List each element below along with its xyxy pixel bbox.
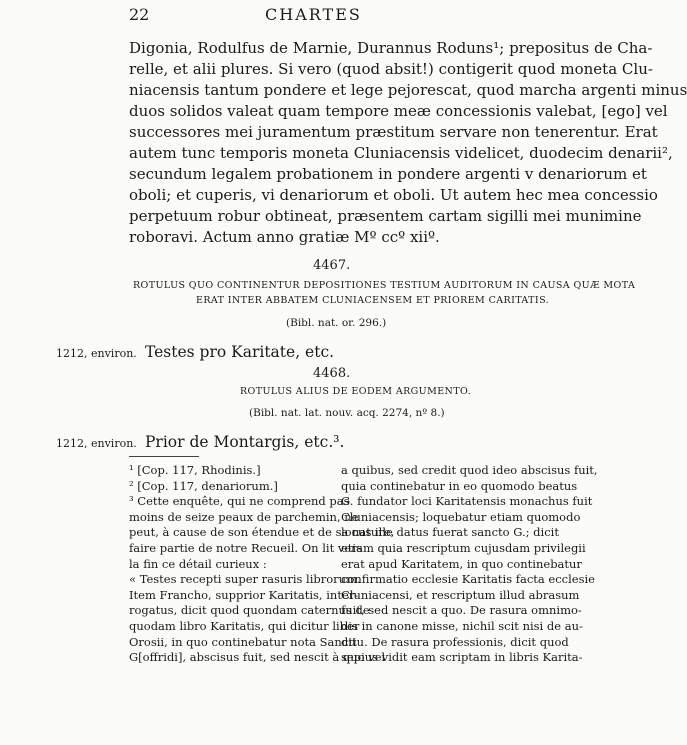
text-line: relle, et alii plures. Si vero (quod absit!) contigerit quod moneta Clu-: [129, 60, 653, 78]
footnote-line: ¹ [Cop. 117, Rhodinis.]: [129, 463, 261, 477]
footnotes-right-column: [341, 463, 598, 666]
footnote-line: Orosii, in quo continebatur nota Sancti: [129, 634, 357, 649]
footnote-line: quia continebatur in eo quomodo beatus: [341, 478, 578, 493]
charter-continuation: [129, 38, 687, 248]
margin-date: 1212, environ.: [56, 347, 137, 360]
text-line: autem tunc temporis moneta Cluniacensis videlicet, duodecim denarii²,: [129, 144, 673, 162]
document-title-line: ERAT INTER ABBATEM CLUNIACENSEM ET PRIOREM CARITATIS.: [196, 295, 550, 306]
footnote-line: ³ Cette enquête, qui ne comprend pas: [129, 494, 350, 509]
footnote-line: ² [Cop. 117, denariorum.]: [129, 478, 278, 493]
footnote-line: dis in canone misse, nichil scit nisi de au-: [341, 618, 583, 633]
footnote-line: quodam libro Karitatis, qui dicitur liber: [129, 618, 360, 633]
text-line: successores mei juramentum præstitum servare non tenerentur. Erat: [129, 123, 658, 141]
document-number: 4468.: [313, 366, 351, 381]
document-number: 4467.: [313, 258, 351, 273]
footnote-line: peut, à cause de son étendue et de sa nature,: [129, 525, 395, 540]
footnote-line: ditu. De rasura professionis, dicit quod: [341, 634, 569, 649]
footnote-line: « Testes recepti super rasuris librorum.: [129, 572, 361, 587]
running-title: CHARTES: [265, 5, 362, 24]
text-line: secundum legalem probationem in pondere argenti v denariorum et: [129, 165, 647, 183]
source-reference: (Bibl. nat. or. 296.): [286, 317, 387, 329]
footnote-line: locus ille datus fuerat sancto G.; dicit: [341, 525, 559, 540]
page-number: 22: [129, 5, 150, 24]
footnote-line: fuit, sed nescit a quo. De rasura omnimo-: [341, 603, 582, 618]
text-line: niacensis tantum pondere et lege pejorescat, quod marcha argenti minus: [129, 81, 687, 99]
footnote-line: confirmatio ecclesie Karitatis facta ecclesie: [341, 572, 595, 587]
footnote-line: Cluniacensi, et rescriptum illud abrasum: [341, 587, 580, 602]
text-line: perpetuum robur obtineat, præsentem cartam sigilli mei munimine: [129, 207, 642, 225]
footnote-line: rogatus, dicit quod quondam caternus de: [129, 603, 370, 618]
footnote-line: erat apud Karitatem, in quo continebatur: [341, 556, 582, 571]
margin-date: 1212, environ.: [56, 437, 137, 450]
footnote-line: moins de seize peaux de parchemin, ne: [129, 509, 359, 524]
text-line: roboravi. Actum anno gratiæ Mº ccº xiiº.: [129, 228, 440, 246]
text-line: duos solidos valeat quam tempore meæ concessionis valebat, [ego] vel: [129, 102, 668, 120]
footnote-separator: [129, 456, 199, 457]
footnote-line: etiam quia rescriptum cujusdam privilegii: [341, 540, 586, 555]
footnote-line: G. fundator loci Karitatensis monachus fuit: [341, 494, 593, 509]
footnote-line: G[offridi], abscisus fuit, sed nescit à quo vel: [129, 650, 386, 665]
text-line: oboli; et cuperis, vi denariorum et oboli. Ut autem hec mea concessio: [129, 186, 658, 204]
footnote-line: sepius vidit eam scriptam in libris Karita-: [341, 650, 583, 665]
footnote-line: a quibus, sed credit quod ideo abscisus fuit,: [341, 463, 598, 477]
text-line: Digonia, Rodulfus de Marnie, Durannus Roduns¹; prepositus de Cha-: [129, 39, 653, 57]
footnote-line: faire partie de notre Recueil. On lit vers: [129, 540, 363, 555]
document-title-line: ROTULUS QUO CONTINENTUR DEPOSITIONES TESTIUM AUDITORUM IN CAUSA QUÆ MOTA: [133, 280, 636, 291]
document-text: Testes pro Karitate, etc.: [145, 343, 335, 361]
document-title: ROTULUS ALIUS DE EODEM ARGUMENTO.: [240, 386, 472, 397]
footnote-line: Item Francho, supprior Karitatis, inter-: [129, 587, 359, 602]
footnote-line: la fin ce détail curieux :: [129, 556, 267, 571]
document-text: Prior de Montargis, etc.³.: [145, 433, 345, 451]
source-reference: (Bibl. nat. lat. nouv. acq. 2274, nº 8.): [249, 407, 445, 419]
footnote-line: Cluniacensis; loquebatur etiam quomodo: [341, 509, 581, 524]
